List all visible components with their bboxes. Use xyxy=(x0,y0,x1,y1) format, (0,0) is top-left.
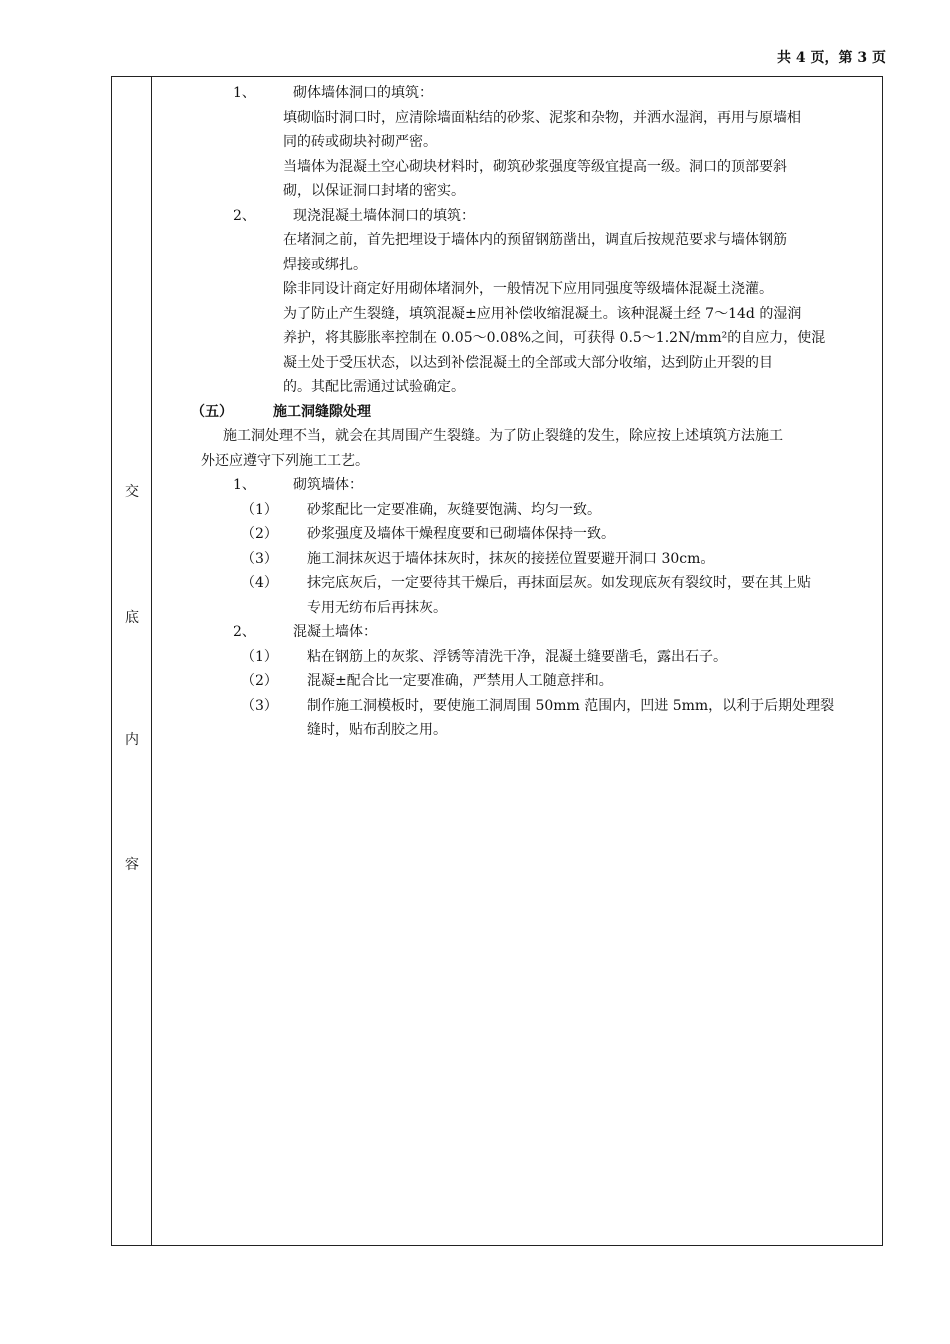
item-heading: 1、 砌体墙体洞口的填筑： xyxy=(233,85,433,101)
paragraph-line: 为了防止产生裂缝，填筑混凝±应用补偿收缩混凝土。该种混凝土经 7～14d 的湿润 xyxy=(283,305,802,322)
side-label-char: 内 xyxy=(125,732,139,748)
side-label-char: 交 xyxy=(125,484,139,500)
paragraph-line: 凝土处于受压状态，以达到补偿混凝土的全部或大部分收缩，达到防止开裂的目 xyxy=(283,354,773,371)
paragraph-line: 除非同设计商定好用砌体堵洞外，一般情况下应用同强度等级墙体混凝土浇灌。 xyxy=(283,281,773,297)
side-label-char: 底 xyxy=(125,610,139,626)
paragraph-line: 砌，以保证洞口封堵的密实。 xyxy=(283,183,465,199)
list-item: （2） 混凝±配合比一定要准确，严禁用人工随意拌和。 xyxy=(241,673,613,689)
section-heading: （五） 施工洞缝隙处理 xyxy=(191,403,371,420)
document-table xyxy=(111,76,883,1246)
paragraph-line: 填砌临时洞口时，应清除墙面粘结的砂浆、泥浆和杂物，并洒水湿润，再用与原墙相 xyxy=(283,109,801,126)
list-item: （2） 砂浆强度及墙体干燥程度要和已砌墙体保持一致。 xyxy=(241,526,615,542)
sub-heading: 2、 混凝土墙体： xyxy=(233,624,377,640)
paragraph-line: 在堵洞之前，首先把埋设于墙体内的预留钢筋凿出，调直后按规范要求与墙体钢筋 xyxy=(283,232,787,248)
sub-heading: 1、 砌筑墙体： xyxy=(233,477,363,493)
content-column xyxy=(153,77,882,1245)
page-number: 共 4 页，第 3 页 xyxy=(777,50,886,66)
side-label-column xyxy=(112,77,152,1245)
list-item: （1） 砂浆配比一定要准确，灰缝要饱满、均匀一致。 xyxy=(241,501,601,518)
item-heading: 2、 现浇混凝土墙体洞口的填筑： xyxy=(233,207,475,224)
list-item: （4） 抹完底灰后，一定要待其干燥后，再抹面层灰。如发现底灰有裂纹时，要在其上贴 专用无纺布后再抹灰。 xyxy=(241,575,811,616)
paragraph-line: 施工洞处理不当，就会在其周围产生裂缝。为了防止裂缝的发生，除应按上述填筑方法施工 xyxy=(223,428,783,444)
paragraph-line: 外还应遵守下列施工工艺。 xyxy=(201,452,369,469)
paragraph-line: 的。其配比需通过试验确定。 xyxy=(283,379,465,395)
list-item: （1） 粘在钢筋上的灰浆、浮锈等清洗干净，混凝土缝要凿毛，露出石子。 xyxy=(241,648,727,665)
list-item: （3） 制作施工洞模板时，要使施工洞周围 50mm 范围内，凹进 5mm，以利于后期处理裂 缝时，贴布刮胶之用。 xyxy=(241,697,835,738)
side-label-char: 容 xyxy=(125,857,139,873)
list-item: （3） 施工洞抹灰迟于墙体抹灰时，抹灰的接搓位置要避开洞口 30cm。 xyxy=(241,550,715,567)
paragraph-line: 当墙体为混凝土空心砌块材料时，砌筑砂浆强度等级宜提高一级。洞口的顶部要斜 xyxy=(283,158,787,175)
paragraph-line: 养护，将其膨胀率控制在 0.05～0.08%之间，可获得 0.5～1.2N/mm²的自应力，使混 xyxy=(283,330,826,346)
paragraph-line: 同的砖或砌块衬砌严密。 xyxy=(283,134,437,150)
paragraph-line: 焊接或绑扎。 xyxy=(283,256,367,273)
